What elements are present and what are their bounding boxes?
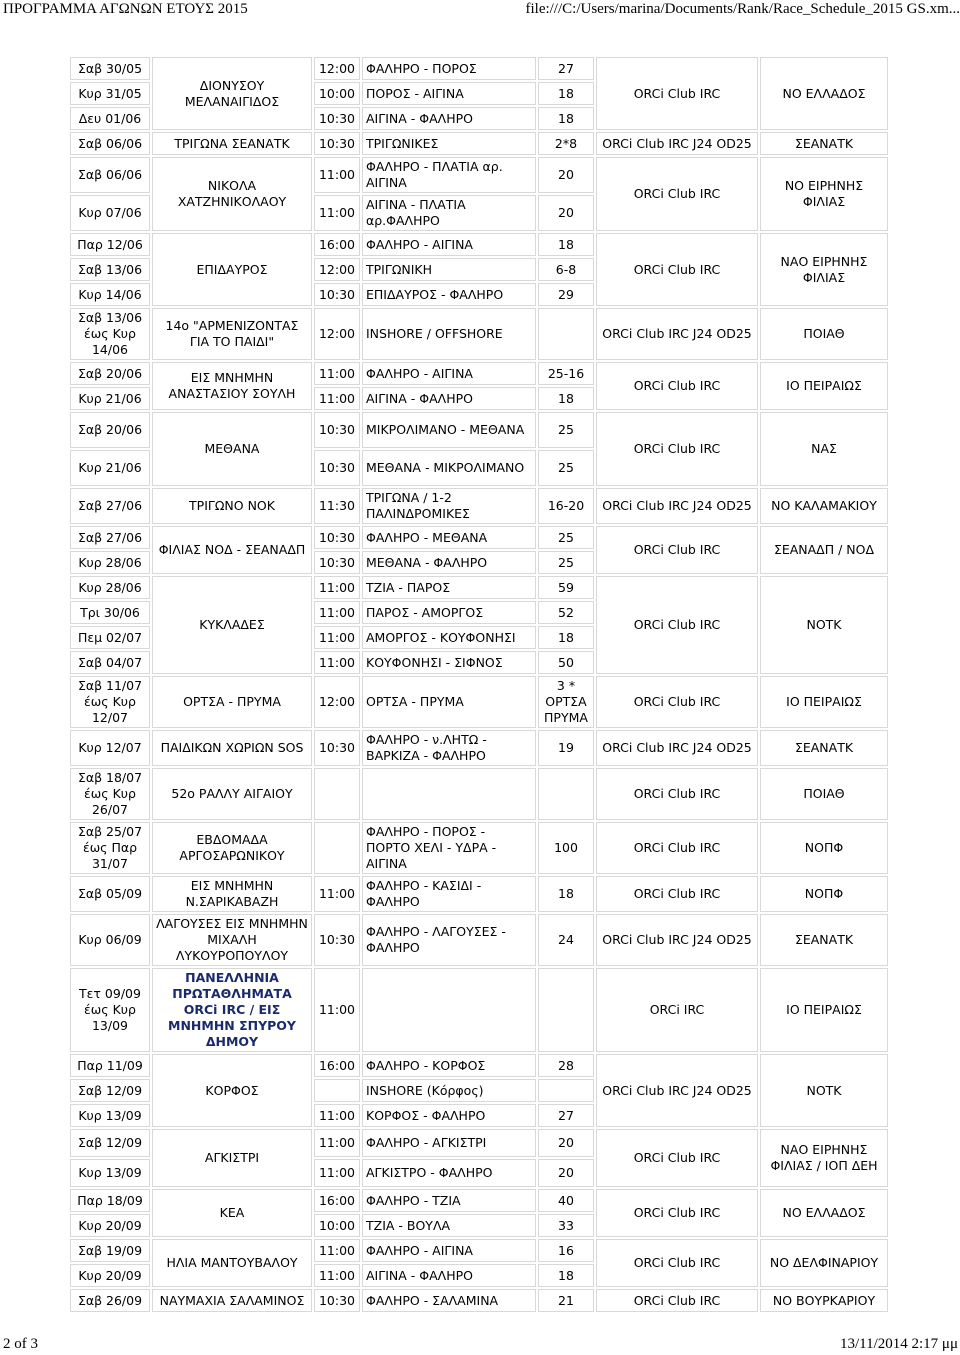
event-name-cell: ΕΒΔΟΜΑΔΑ ΑΡΓΟΣΑΡΩΝΙΚΟΥ [152, 822, 312, 874]
race-schedule-table [68, 55, 890, 1314]
route-cell: ΦΑΛΗΡΟ - ΑΙΓΙΝΑ [362, 233, 536, 256]
class-cell: ORCi Club IRC [596, 1289, 758, 1312]
club-cell: ΝΟ ΔΕΛΦΙΝΑΡΙΟΥ [760, 1239, 888, 1287]
distance-cell: 28 [538, 1054, 594, 1077]
distance-cell [538, 768, 594, 820]
table-row [70, 57, 888, 80]
event-name-cell: 14ο "ΑΡΜΕΝΙΖΟΝΤΑΣ ΓΙΑ ΤΟ ΠΑΙΔΙ" [152, 308, 312, 360]
date-cell: Σαβ 06/06 [70, 132, 150, 155]
route-cell: ΜΕΘΑΝΑ - ΦΑΛΗΡΟ [362, 551, 536, 574]
route-cell: ΤΡΙΓΩΝΙΚΕΣ [362, 132, 536, 155]
event-name-cell: ΚΥΚΛΑΔΕΣ [152, 576, 312, 674]
date-cell: Πεμ 02/07 [70, 626, 150, 649]
date-cell: Κυρ 20/09 [70, 1264, 150, 1287]
date-cell: Κυρ 20/09 [70, 1214, 150, 1237]
route-cell: ΟΡΤΣΑ - ΠΡΥΜΑ [362, 676, 536, 728]
event-name-cell: ΕΙΣ ΜΝΗΜΗΝ Ν.ΣΑΡΙΚΑΒΑΖΗ [152, 876, 312, 912]
class-cell: ORCi Club IRC J24 OD25 [596, 132, 758, 155]
distance-cell: 33 [538, 1214, 594, 1237]
route-cell: ΕΠΙΔΑΥΡΟΣ - ΦΑΛΗΡΟ [362, 283, 536, 306]
class-cell: ORCi Club IRC J24 OD25 [596, 730, 758, 766]
route-cell: ΤΡΙΓΩΝΙΚΗ [362, 258, 536, 281]
time-cell: 10:30 [314, 132, 360, 155]
distance-cell [538, 308, 594, 360]
date-cell: Σαβ 26/09 [70, 1289, 150, 1312]
date-cell: Σαβ 27/06 [70, 526, 150, 549]
table-row [70, 488, 888, 524]
club-cell: ΝΑΟ ΕΙΡΗΝΗΣ ΦΙΛΙΑΣ / ΙΟΠ ΔΕΗ [760, 1129, 888, 1187]
time-cell: 12:00 [314, 57, 360, 80]
date-cell: Σαβ 19/09 [70, 1239, 150, 1262]
date-cell: Παρ 18/09 [70, 1189, 150, 1212]
route-cell [362, 768, 536, 820]
distance-cell: 2*8 [538, 132, 594, 155]
table-row [70, 768, 888, 820]
time-cell: 10:30 [314, 283, 360, 306]
event-name-cell: ΛΑΓΟΥΣΕΣ ΕΙΣ ΜΝΗΜΗΝ ΜΙΧΑΛΗ ΛΥΚΟΥΡΟΠΟΥΛΟΥ [152, 914, 312, 966]
route-cell [362, 968, 536, 1052]
table-row [70, 132, 888, 155]
event-name-cell: ΤΡΙΓΩΝΑ ΣΕΑΝΑΤΚ [152, 132, 312, 155]
time-cell: 11:00 [314, 651, 360, 674]
time-cell: 10:30 [314, 551, 360, 574]
time-cell: 11:00 [314, 968, 360, 1052]
route-cell: ΦΑΛΗΡΟ - ΠΟΡΟΣ - ΠΟΡΤΟ ΧΕΛΙ - ΥΔΡΑ - ΑΙΓΙΝΑ [362, 822, 536, 874]
route-cell: INSHORE (Κόρφος) [362, 1079, 536, 1102]
time-cell: 11:00 [314, 195, 360, 231]
date-cell: Σαβ 04/07 [70, 651, 150, 674]
club-cell: ΣΕΑΝΑΤΚ [760, 914, 888, 966]
time-cell: 11:00 [314, 1239, 360, 1262]
route-cell: ΦΑΛΗΡΟ - ΠΟΡΟΣ [362, 57, 536, 80]
time-cell [314, 1079, 360, 1102]
distance-cell: 18 [538, 876, 594, 912]
date-cell: Παρ 12/06 [70, 233, 150, 256]
date-cell: Κυρ 21/06 [70, 387, 150, 410]
table-row [70, 308, 888, 360]
distance-cell: 52 [538, 601, 594, 624]
distance-cell: 18 [538, 82, 594, 105]
time-cell: 11:00 [314, 626, 360, 649]
route-cell: ΦΑΛΗΡΟ - ΚΟΡΦΟΣ [362, 1054, 536, 1077]
time-cell: 10:30 [314, 107, 360, 130]
table-row [70, 1239, 888, 1262]
event-name-cell: ΠΑΝΕΛΛΗΝΙΑ ΠΡΩΤΑΘΛΗΜΑΤΑ ORCi IRC / ΕΙΣ ΜΝΗΜΗΝ ΣΠΥΡΟΥ ΔΗΜΟΥ [152, 968, 312, 1052]
class-cell: ORCi Club IRC [596, 876, 758, 912]
time-cell: 12:00 [314, 308, 360, 360]
class-cell: ORCi Club IRC [596, 157, 758, 231]
distance-cell: 6-8 [538, 258, 594, 281]
club-cell: ΝΟ ΕΛΛΑΔΟΣ [760, 57, 888, 130]
header-title: ΠΡΟΓΡΑΜΜΑ ΑΓΩΝΩΝ ΕΤΟΥΣ 2015 [3, 1, 248, 17]
distance-cell: 16-20 [538, 488, 594, 524]
time-cell: 11:00 [314, 576, 360, 599]
route-cell: ΑΙΓΙΝΑ - ΠΛΑΤΙΑ αρ.ΦΑΛΗΡΟ [362, 195, 536, 231]
date-cell: Κυρ 12/07 [70, 730, 150, 766]
event-name-cell: 52ο ΡΑΛΛΥ ΑΙΓΑΙΟΥ [152, 768, 312, 820]
club-cell: ΝΟΠΦ [760, 876, 888, 912]
route-cell: ΤΡΙΓΩΝΑ / 1-2 ΠΑΛΙΝΔΡΟΜΙΚΕΣ [362, 488, 536, 524]
distance-cell: 20 [538, 1159, 594, 1187]
date-cell: Σαβ 13/06 έως Κυρ 14/06 [70, 308, 150, 360]
time-cell: 10:00 [314, 82, 360, 105]
class-cell: ORCi Club IRC [596, 768, 758, 820]
route-cell: ΦΑΛΗΡΟ - ΛΑΓΟΥΣΕΣ - ΦΑΛΗΡΟ [362, 914, 536, 966]
table-row [70, 876, 888, 912]
table-row [70, 914, 888, 966]
route-cell: ΦΑΛΗΡΟ - ΑΙΓΙΝΑ [362, 362, 536, 385]
time-cell: 12:00 [314, 258, 360, 281]
class-cell: ORCi IRC [596, 968, 758, 1052]
time-cell: 16:00 [314, 233, 360, 256]
date-cell: Σαβ 30/05 [70, 57, 150, 80]
club-cell: ΝΑΣ [760, 412, 888, 486]
club-cell: ΝΟ ΚΑΛΑΜΑΚΙΟΥ [760, 488, 888, 524]
date-cell: Σαβ 11/07 έως Κυρ 12/07 [70, 676, 150, 728]
distance-cell [538, 968, 594, 1052]
time-cell: 10:30 [314, 450, 360, 486]
class-cell: ORCi Club IRC [596, 822, 758, 874]
distance-cell: 18 [538, 387, 594, 410]
distance-cell: 24 [538, 914, 594, 966]
date-cell: Κυρ 14/06 [70, 283, 150, 306]
time-cell: 10:30 [314, 412, 360, 448]
route-cell: ΚΟΥΦΟΝΗΣΙ - ΣΙΦΝΟΣ [362, 651, 536, 674]
distance-cell: 25 [538, 551, 594, 574]
event-name-cell: ΤΡΙΓΩΝΟ ΝΟΚ [152, 488, 312, 524]
route-cell: ΦΑΛΗΡΟ - ΣΑΛΑΜΙΝΑ [362, 1289, 536, 1312]
time-cell: 10:30 [314, 526, 360, 549]
distance-cell: 59 [538, 576, 594, 599]
date-cell: Σαβ 20/06 [70, 412, 150, 448]
print-header [0, 0, 960, 18]
club-cell: ΝΟΤΚ [760, 1054, 888, 1127]
distance-cell: 40 [538, 1189, 594, 1212]
table-row [70, 1054, 888, 1077]
route-cell: ΦΑΛΗΡΟ - ΠΛΑΤΙΑ αρ. ΑΙΓΙΝΑ [362, 157, 536, 193]
class-cell: ORCi Club IRC J24 OD25 [596, 488, 758, 524]
time-cell: 11:00 [314, 1264, 360, 1287]
distance-cell: 20 [538, 157, 594, 193]
time-cell: 10:30 [314, 914, 360, 966]
distance-cell: 50 [538, 651, 594, 674]
route-cell: ΦΑΛΗΡΟ - ΜΕΘΑΝΑ [362, 526, 536, 549]
date-cell: Κυρ 31/05 [70, 82, 150, 105]
date-cell: Κυρ 13/09 [70, 1104, 150, 1127]
time-cell [314, 822, 360, 874]
distance-cell: 100 [538, 822, 594, 874]
time-cell: 11:30 [314, 488, 360, 524]
route-cell: ΜΙΚΡΟΛΙΜΑΝΟ - ΜΕΘΑΝΑ [362, 412, 536, 448]
distance-cell: 25 [538, 526, 594, 549]
class-cell: ORCi Club IRC J24 OD25 [596, 308, 758, 360]
distance-cell: 18 [538, 1264, 594, 1287]
date-cell: Σαβ 05/09 [70, 876, 150, 912]
distance-cell: 27 [538, 57, 594, 80]
club-cell: ΠΟΙΑΘ [760, 768, 888, 820]
time-cell: 12:00 [314, 676, 360, 728]
club-cell: ΝΟ ΒΟΥΡΚΑΡΙΟΥ [760, 1289, 888, 1312]
class-cell: ORCi Club IRC [596, 362, 758, 410]
date-cell: Σαβ 12/09 [70, 1129, 150, 1157]
table-row [70, 730, 888, 766]
time-cell: 11:00 [314, 601, 360, 624]
distance-cell: 18 [538, 233, 594, 256]
club-cell: ΙΟ ΠΕΙΡΑΙΩΣ [760, 968, 888, 1052]
class-cell: ORCi Club IRC [596, 1129, 758, 1187]
route-cell: ΚΟΡΦΟΣ - ΦΑΛΗΡΟ [362, 1104, 536, 1127]
time-cell: 11:00 [314, 387, 360, 410]
table-row [70, 822, 888, 874]
club-cell: ΣΕΑΝΑΔΠ / ΝΟΔ [760, 526, 888, 574]
date-cell: Παρ 11/09 [70, 1054, 150, 1077]
distance-cell: 18 [538, 107, 594, 130]
class-cell: ORCi Club IRC [596, 1189, 758, 1237]
event-name-cell: ΟΡΤΣΑ - ΠΡΥΜΑ [152, 676, 312, 728]
route-cell: ΑΓΚΙΣΤΡΟ - ΦΑΛΗΡΟ [362, 1159, 536, 1187]
route-cell: ΦΑΛΗΡΟ - ΤΖΙΑ [362, 1189, 536, 1212]
club-cell: ΝΟ ΕΙΡΗΝΗΣ ΦΙΛΙΑΣ [760, 157, 888, 231]
distance-cell: 19 [538, 730, 594, 766]
print-footer [0, 1335, 960, 1353]
event-name-cell: ΠΑΙΔΙΚΩΝ ΧΩΡΙΩΝ SOS [152, 730, 312, 766]
distance-cell: 25 [538, 412, 594, 448]
date-cell: Κυρ 13/09 [70, 1159, 150, 1187]
time-cell: 16:00 [314, 1054, 360, 1077]
date-cell: Σαβ 13/06 [70, 258, 150, 281]
date-cell: Σαβ 18/07 έως Κυρ 26/07 [70, 768, 150, 820]
date-cell: Σαβ 12/09 [70, 1079, 150, 1102]
route-cell: ΜΕΘΑΝΑ - ΜΙΚΡΟΛΙΜΑΝΟ [362, 450, 536, 486]
time-cell: 11:00 [314, 1104, 360, 1127]
distance-cell: 20 [538, 1129, 594, 1157]
time-cell: 10:30 [314, 730, 360, 766]
route-cell: ΑΜΟΡΓΟΣ - ΚΟΥΦΟΝΗΣΙ [362, 626, 536, 649]
distance-cell: 27 [538, 1104, 594, 1127]
class-cell: ORCi Club IRC [596, 233, 758, 306]
distance-cell [538, 1079, 594, 1102]
event-name-cell: ΔΙΟΝΥΣΟΥ ΜΕΛΑΝΑΙΓΙΔΟΣ [152, 57, 312, 130]
club-cell: ΠΟΙΑΘ [760, 308, 888, 360]
table-row [70, 576, 888, 599]
table-row [70, 526, 888, 549]
club-cell: ΝΟΤΚ [760, 576, 888, 674]
route-cell: ΠΑΡΟΣ - ΑΜΟΡΓΟΣ [362, 601, 536, 624]
event-name-cell: ΝΙΚΟΛΑ ΧΑΤΖΗΝΙΚΟΛΑΟΥ [152, 157, 312, 231]
event-name-cell: ΑΓΚΙΣΤΡΙ [152, 1129, 312, 1187]
time-cell: 11:00 [314, 1159, 360, 1187]
club-cell: ΣΕΑΝΑΤΚ [760, 132, 888, 155]
event-name-cell: ΦΙΛΙΑΣ ΝΟΔ - ΣΕΑΝΑΔΠ [152, 526, 312, 574]
date-cell: Σαβ 20/06 [70, 362, 150, 385]
route-cell: ΠΟΡΟΣ - ΑΙΓΙΝΑ [362, 82, 536, 105]
route-cell: ΦΑΛΗΡΟ - ΑΓΚΙΣΤΡΙ [362, 1129, 536, 1157]
distance-cell: 25 [538, 450, 594, 486]
route-cell: ΤΖΙΑ - ΒΟΥΛΑ [362, 1214, 536, 1237]
distance-cell: 3 * ΟΡΤΣΑ ΠΡΥΜΑ [538, 676, 594, 728]
event-name-cell: ΚΕΑ [152, 1189, 312, 1237]
distance-cell: 25-16 [538, 362, 594, 385]
class-cell: ORCi Club IRC J24 OD25 [596, 1054, 758, 1127]
event-name-cell: ΚΟΡΦΟΣ [152, 1054, 312, 1127]
date-cell: Κυρ 21/06 [70, 450, 150, 486]
distance-cell: 18 [538, 626, 594, 649]
date-cell: Τρι 30/06 [70, 601, 150, 624]
distance-cell: 20 [538, 195, 594, 231]
class-cell: ORCi Club IRC [596, 1239, 758, 1287]
date-cell: Τετ 09/09 έως Κυρ 13/09 [70, 968, 150, 1052]
club-cell: ΙΟ ΠΕΙΡΑΙΩΣ [760, 676, 888, 728]
table-row [70, 1189, 888, 1212]
route-cell: ΦΑΛΗΡΟ - ΑΙΓΙΝΑ [362, 1239, 536, 1262]
event-name-cell: ΕΠΙΔΑΥΡΟΣ [152, 233, 312, 306]
distance-cell: 16 [538, 1239, 594, 1262]
club-cell: ΙΟ ΠΕΙΡΑΙΩΣ [760, 362, 888, 410]
event-name-cell: ΝΑΥΜΑΧΙΑ ΣΑΛΑΜΙΝΟΣ [152, 1289, 312, 1312]
table-row [70, 676, 888, 728]
date-cell: Κυρ 28/06 [70, 576, 150, 599]
table-row [70, 1129, 888, 1157]
table-row [70, 412, 888, 448]
class-cell: ORCi Club IRC [596, 576, 758, 674]
date-cell: Κυρ 07/06 [70, 195, 150, 231]
table-row [70, 1289, 888, 1312]
club-cell: ΝΑΟ ΕΙΡΗΝΗΣ ΦΙΛΙΑΣ [760, 233, 888, 306]
class-cell: ORCi Club IRC J24 OD25 [596, 914, 758, 966]
distance-cell: 29 [538, 283, 594, 306]
page-number: 2 of 3 [3, 1336, 38, 1352]
date-cell: Δευ 01/06 [70, 107, 150, 130]
header-path: file:///C:/Users/marina/Documents/Rank/Race_Schedule_2015 GS.xm... [525, 1, 960, 17]
date-cell: Σαβ 25/07 έως Παρ 31/07 [70, 822, 150, 874]
date-cell: Σαβ 27/06 [70, 488, 150, 524]
class-cell: ORCi Club IRC [596, 57, 758, 130]
route-cell: ΑΙΓΙΝΑ - ΦΑΛΗΡΟ [362, 387, 536, 410]
route-cell: ΑΙΓΙΝΑ - ΦΑΛΗΡΟ [362, 107, 536, 130]
time-cell: 11:00 [314, 362, 360, 385]
time-cell: 10:30 [314, 1289, 360, 1312]
time-cell: 16:00 [314, 1189, 360, 1212]
date-cell: Κυρ 28/06 [70, 551, 150, 574]
table-row [70, 233, 888, 256]
route-cell: ΦΑΛΗΡΟ - ν.ΛΗΤΩ - ΒΑΡΚΙΖΑ - ΦΑΛΗΡΟ [362, 730, 536, 766]
event-name-cell: ΜΕΘΑΝΑ [152, 412, 312, 486]
event-name-cell: ΗΛΙΑ ΜΑΝΤΟΥΒΑΛΟΥ [152, 1239, 312, 1287]
time-cell [314, 768, 360, 820]
club-cell: ΣΕΑΝΑΤΚ [760, 730, 888, 766]
class-cell: ORCi Club IRC [596, 676, 758, 728]
class-cell: ORCi Club IRC [596, 526, 758, 574]
route-cell: ΤΖΙΑ - ΠΑΡΟΣ [362, 576, 536, 599]
route-cell: ΑΙΓΙΝΑ - ΦΑΛΗΡΟ [362, 1264, 536, 1287]
class-cell: ORCi Club IRC [596, 412, 758, 486]
time-cell: 11:00 [314, 157, 360, 193]
table-row [70, 362, 888, 385]
date-cell: Σαβ 06/06 [70, 157, 150, 193]
time-cell: 10:00 [314, 1214, 360, 1237]
route-cell: ΦΑΛΗΡΟ - ΚΑΣΙΔΙ - ΦΑΛΗΡΟ [362, 876, 536, 912]
print-timestamp: 13/11/2014 2:17 μμ [839, 1336, 958, 1352]
club-cell: ΝΟ ΕΛΛΑΔΟΣ [760, 1189, 888, 1237]
date-cell: Κυρ 06/09 [70, 914, 150, 966]
table-row [70, 157, 888, 193]
time-cell: 11:00 [314, 876, 360, 912]
table-row [70, 968, 888, 1052]
time-cell: 11:00 [314, 1129, 360, 1157]
route-cell: INSHORE / OFFSHORE [362, 308, 536, 360]
event-name-cell: ΕΙΣ ΜΝΗΜΗΝ ΑΝΑΣΤΑΣΙΟΥ ΣΟΥΛΗ [152, 362, 312, 410]
club-cell: ΝΟΠΦ [760, 822, 888, 874]
distance-cell: 21 [538, 1289, 594, 1312]
